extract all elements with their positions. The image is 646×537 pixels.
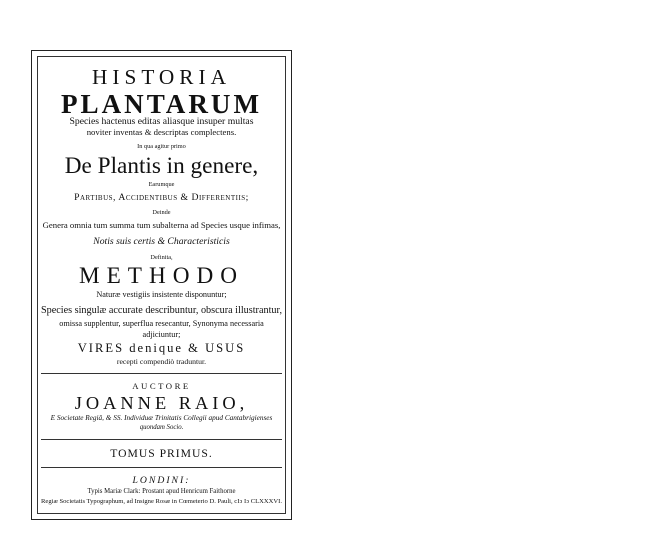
author-name: JOANNE RAIO, xyxy=(74,393,249,413)
methodo-heading: METHODO xyxy=(78,263,245,289)
title-historia: HISTORIA xyxy=(92,65,231,89)
genera-line: Genera omnia tum summa tum subalterna ad Species usque infimas, xyxy=(42,220,281,230)
auctore-label: AUCTORE xyxy=(132,381,191,391)
vires-heading: VIRES denique & USUS xyxy=(77,341,246,355)
deinde-line: Deinde xyxy=(152,209,171,216)
title-plantarum: PLANTARUM xyxy=(60,89,263,119)
adjiciuntur-line: adjiciuntur; xyxy=(142,330,181,339)
de-plantis-heading: De Plantis in genere, xyxy=(64,153,259,179)
divider-rule xyxy=(41,373,282,374)
imprint-address: Regiæ Societatis Typographum, ad Insigne Rosæ in Cœmeterio D. Pauli, cIↄ Iↄ CLXXXVI. xyxy=(41,498,282,505)
subtitle-line-1: Species hactenus editas aliasque insuper multas xyxy=(69,116,254,127)
quondam-line: quondam Socio. xyxy=(139,424,184,431)
divider-rule xyxy=(41,439,282,440)
species-line-2: omissa supplentur, superflua resecantur, Synonyma necessaria xyxy=(59,319,264,328)
subtitle-line-2: noviter inventas & descriptas complectens. xyxy=(86,127,237,137)
divider-rule xyxy=(41,467,282,468)
naturae-line: Naturæ vestigiis insistente disponuntur; xyxy=(96,290,227,299)
partibus-line: Partibus, Accidentibus & Differentiis; xyxy=(74,192,249,203)
earumque-line: Earumque xyxy=(148,181,175,188)
imprint-printer: Typis Mariæ Clark: Prostant apud Henricum Faithorne xyxy=(87,488,236,495)
affiliation-line: E Societate Regiâ, & SS. Individuæ Trinitatis Collegii apud Cantabrigienses xyxy=(50,414,273,422)
definita-line: Definita, xyxy=(150,254,173,261)
volume-label: TOMUS PRIMUS. xyxy=(110,447,213,460)
imprint-place: LONDINI: xyxy=(132,475,191,486)
notis-line: Notis suis certis & Characteristicis xyxy=(93,236,230,247)
recepti-line: recepti compendiò traduntur. xyxy=(116,357,207,366)
species-line-1: Species singulæ accurate describuntur, obscura illustrantur, xyxy=(40,305,283,316)
in-qua-line: In qua agitur primo xyxy=(137,143,186,150)
